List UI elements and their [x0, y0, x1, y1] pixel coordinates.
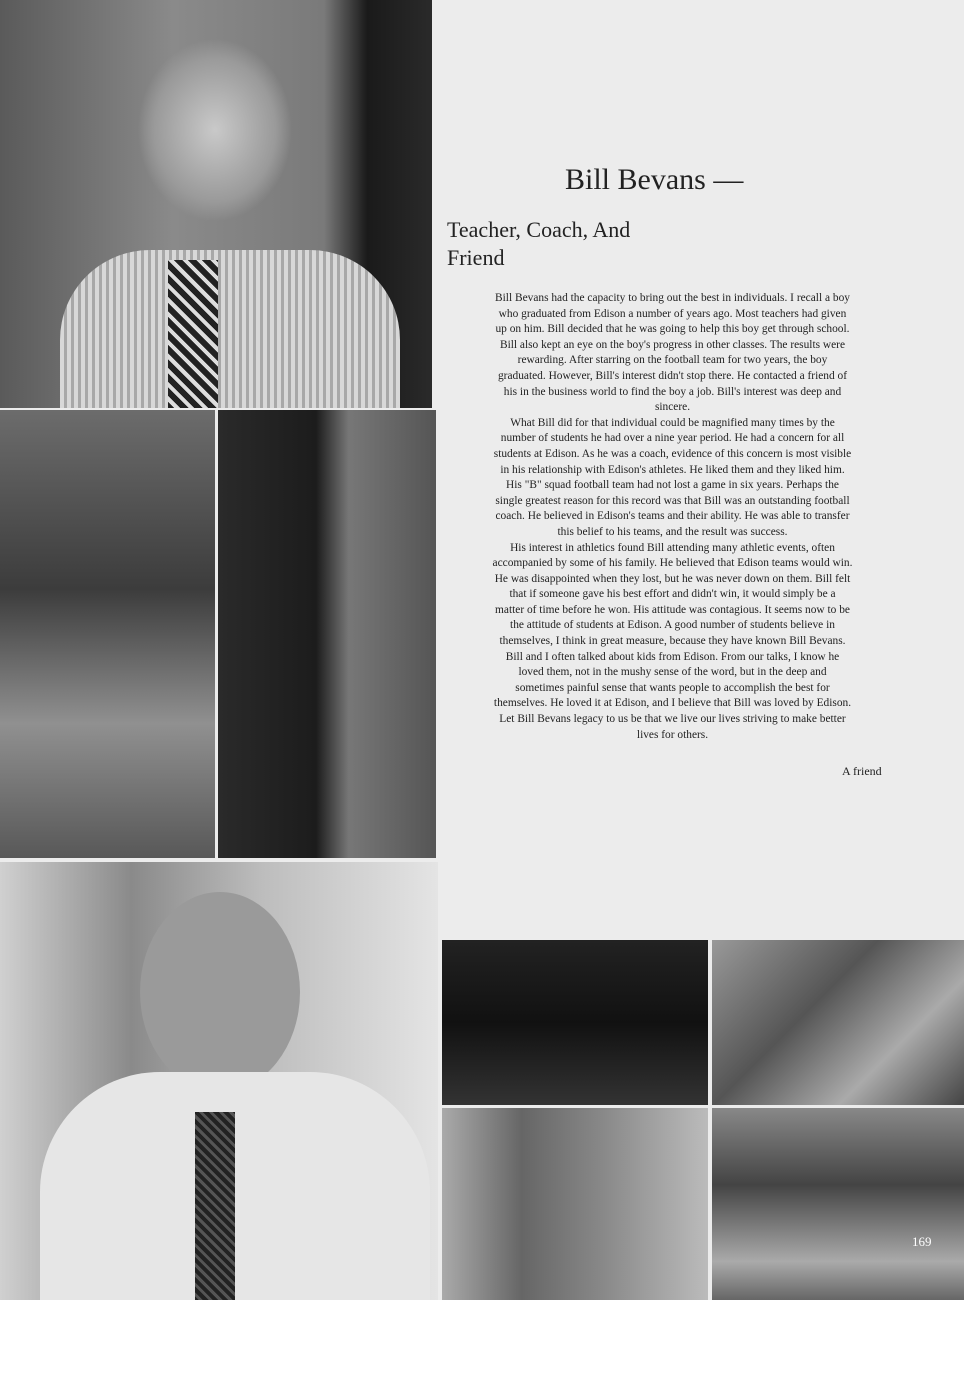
portrait-photo-smiling	[0, 0, 432, 408]
body-line: What Bill did for that individual could be magnified many times by the	[510, 416, 835, 429]
subtitle-line: Friend	[447, 245, 505, 270]
body-line: His interest in athletics found Bill attending many athletic events, often	[510, 541, 835, 554]
body-line: lives for others.	[636, 728, 709, 741]
body-line: Let Bill Bevans legacy to us be that we live our lives striving to make better	[499, 713, 846, 726]
body-line: that if someone gave his best effort and didn't win, it would simply be a	[509, 588, 836, 601]
body-line: his in the business world to find the boy a job. Bill's interest was deep and	[503, 385, 842, 398]
body-line: themselves, I think in great measure, because they have known Bill Bevans.	[499, 635, 846, 648]
body-line: who graduated from Edison a number of years ago. Most teachers had given	[498, 307, 847, 320]
body-line: themselves. He loved it at Edison, and I believe that Bill was loved by Edison.	[493, 697, 852, 710]
body-line: sometimes painful sense that wants people to accomplish the best for	[515, 681, 830, 694]
body-line: accompanied by some of his family. He believed that Edison teams would win.	[492, 557, 853, 570]
body-line: up on him. Bill decided that he was going to help this boy get through school.	[495, 323, 850, 336]
body-line: Bill and I often talked about kids from Edison. From our talks, I know he	[505, 650, 840, 663]
head	[140, 892, 300, 1092]
body-line: single greatest reason for this record was that Bill was an outstanding football	[495, 494, 850, 507]
body-line: sincere.	[654, 401, 691, 414]
body-line: matter of time before he won. His attitude was contagious. It seems now to be	[495, 603, 850, 616]
body-line: graduated. However, Bill's interest didn't stop there. He contacted a friend of	[497, 369, 848, 382]
subtitle-line: Teacher, Coach, And	[447, 217, 631, 242]
body-line: loved them, not in the mushy sense of the word, but in the deep and	[518, 666, 827, 679]
body-line: Bill also kept an eye on the boy's progress in other classes. The results were	[499, 338, 846, 351]
photo-outdoors-crouching	[712, 940, 964, 1105]
signature: A friend	[842, 764, 882, 778]
body-line: rewarding. After starring on the football team for two years, the boy	[517, 354, 828, 367]
body-line: Bill Bevans had the capacity to bring out the best in individuals. I recall a boy	[495, 292, 850, 304]
body-line: in his relationship with Edison's athletes. He liked them and they liked him.	[500, 463, 845, 476]
photo-closeup-smiling	[442, 1108, 708, 1300]
photo-night-event	[442, 940, 708, 1105]
dark-tie	[195, 1112, 235, 1300]
photo-coach-with-clipboard	[0, 410, 215, 858]
page-number: 169	[912, 1234, 932, 1249]
body-line: students at Edison. As he was a coach, evidence of this concern is most visible	[493, 447, 852, 460]
portrait-photo-looking-down	[0, 862, 438, 1300]
body-line: He was disappointed when they lost, but he was never down on them. Bill felt	[494, 572, 851, 585]
patterned-shirt	[60, 250, 400, 408]
body-line: number of students he had over a nine year period. He had a concern for all	[500, 432, 845, 445]
article-subtitle	[447, 216, 630, 272]
photo-football-sideline	[712, 1108, 964, 1300]
photo-coach-with-athlete	[218, 410, 436, 858]
patterned-tie	[168, 260, 218, 408]
body-line: the attitude of students at Edison. A good number of students believe in	[510, 619, 835, 632]
body-line: His "B" squad football team had not lost a game in six years. Perhaps the	[506, 479, 839, 492]
article-title: Bill Bevans —	[565, 163, 744, 196]
body-line: this belief to his teams, and the result was success.	[557, 525, 788, 538]
article-body	[445, 291, 900, 743]
body-line: coach. He believed in Edison's teams and their ability. He was able to transfer	[495, 510, 850, 523]
white-shirt	[40, 1072, 430, 1300]
